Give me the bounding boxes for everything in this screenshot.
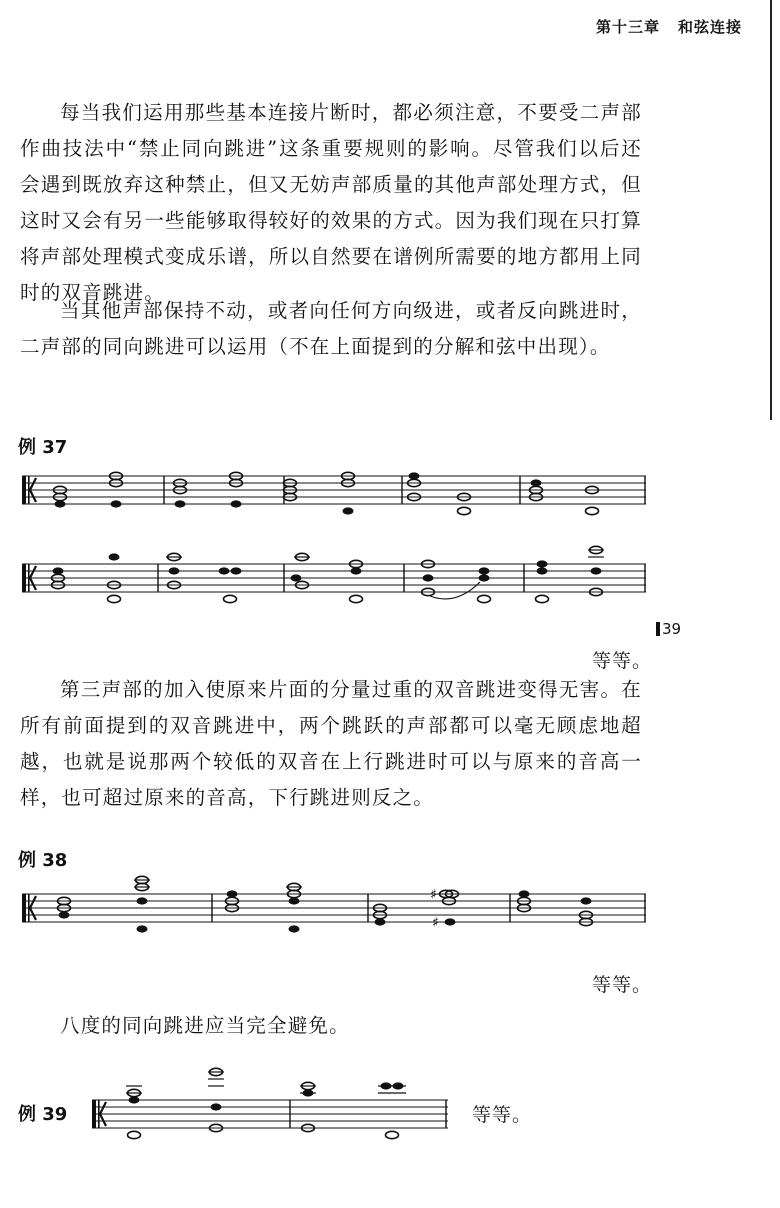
chapter-title: 和弦连接 [677,18,742,36]
example-37-etc: 等等。 [592,650,653,672]
paragraph-3: 第三声部的加入使原来片面的分量过重的双音跳进变得无害。在所有前面提到的双音跳进中，两个跳跃的声部都可以毫无顾虑地超越，也就是说那两个较低的双音在上行跳进时可以与原来的音高一样，也可超过原来的音高，下行跳进则反之。 [20,678,642,809]
example-39-staff [88,1084,452,1144]
running-head [596,16,742,37]
example-38-staff [18,878,650,938]
example-37-system-1 [18,460,650,520]
example-39-etc: 等等。 [472,1104,533,1126]
example-37-label: 例 37 [18,437,68,458]
example-37-system-2 [18,548,650,610]
svg-text:♯: ♯ [430,887,437,903]
example-38-etc: 等等。 [592,974,653,996]
paragraph-4: 八度的同向跳进应当完全避免。 [60,1014,350,1037]
chapter-number: 第十三章 [595,18,660,36]
paragraph-2: 当其他声部保持不动，或者向任何方向级进，或者反向跳进时，二声部的同向跳进可以运用（不在上面提到的分解和弦中出现）。 [20,299,642,358]
svg-text:♯: ♯ [432,915,439,931]
page-edge-line [770,0,772,420]
example-38-label: 例 38 [18,850,68,871]
paragraph-1: 每当我们运用那些基本连接片断时，都必须注意，不要受二声部作曲技法中“禁止同向跳进”这条重要规则的影响。尽管我们以后还会遇到既放弃这种禁止，但又无妨声部质量的其他声部处理方式，但这时又会有另一些能够取得较好的效果的方式。因为我们现在只打算将声部处理模式变成乐谱，所以自然要在谱例所需要的地方都用上同时的双音跳进。 [20,101,642,304]
example-39-label: 例 39 [18,1104,68,1125]
page-number: 39 [656,620,681,638]
